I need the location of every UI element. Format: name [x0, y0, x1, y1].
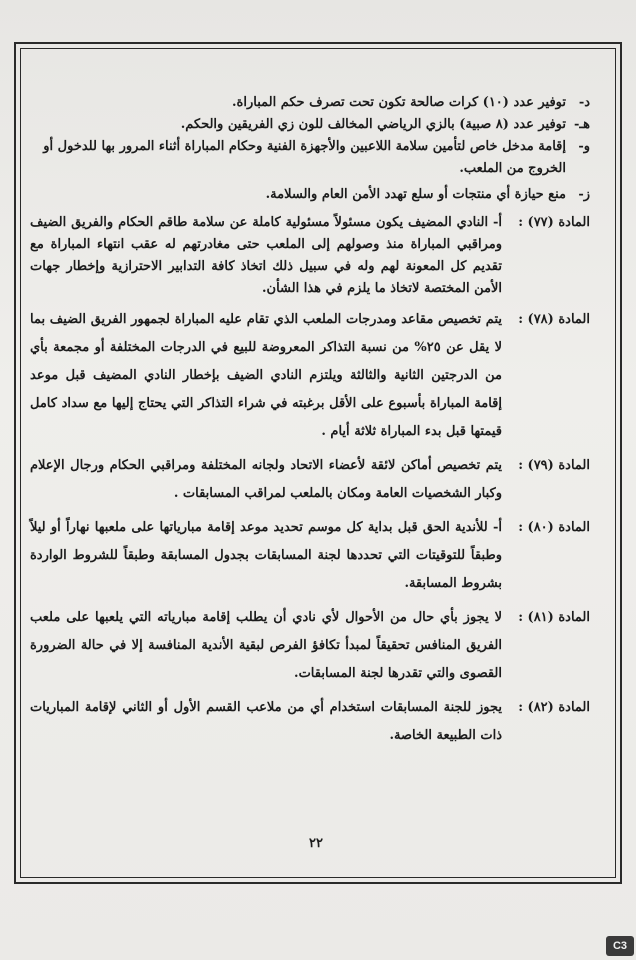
- list-item-dal: [30, 92, 590, 114]
- list-marker: د-: [578, 95, 590, 110]
- article-text: أ- للأندية الحق قبل بداية كل موسم تحديد موعد إقامة مبارياتها على ملعبها نهاراً أو ليلاً وطبقاً للتوقيتات التي تحددها لجنة المسابقات بجدول المسابقة وطبقاً للشروط الواردة بشروط المسابقة.: [30, 520, 502, 591]
- article-label: المادة (٨٢) :: [518, 700, 590, 715]
- list-marker: ز-: [578, 187, 590, 202]
- article-81: [30, 604, 590, 688]
- article-77: [30, 212, 590, 300]
- document-body: [30, 92, 590, 750]
- article-label: المادة (٧٩) :: [518, 458, 590, 473]
- page-number: ٢٢: [309, 836, 323, 851]
- list-item-zay: [30, 184, 590, 206]
- article-79: [30, 452, 590, 508]
- article-label: المادة (٨٠) :: [518, 520, 590, 535]
- list-item-text: توفير عدد (٨ صبية) بالزي الرياضي المخالف للون زي الفريقين والحكم.: [180, 117, 566, 132]
- article-80: [30, 514, 590, 598]
- article-82: [30, 694, 590, 750]
- article-text: يجوز للجنة المسابقات استخدام أي من ملاعب القسم الأول أو الثاني لإقامة المباريات ذات الطبيعة الخاصة.: [30, 700, 502, 743]
- list-item-ha: [30, 114, 590, 136]
- list-item-text: منع حيازة أي منتجات أو سلع تهدد الأمن العام والسلامة.: [265, 187, 566, 202]
- article-label: المادة (٧٨) :: [518, 312, 590, 327]
- article-label: المادة (٧٧) :: [518, 215, 590, 230]
- corner-badge: C3: [606, 936, 634, 956]
- article-text: لا يجوز بأي حال من الأحوال لأي نادي أن يطلب إقامة مبارياته التي يلعبها على ملعب الفريق المنافس تحقيقاً لمبدأ تكافؤ الفرص لبقية الأندية المنافسة إلا في حالة الضرورة القصوى والتي تقدرها لجنة المسابقات.: [30, 610, 502, 681]
- list-item-waw: [30, 136, 590, 180]
- article-text: أ- النادي المضيف يكون مسئولاً مسئولية كاملة عن سلامة طاقم الحكام والفريق الضيف ومراقبي المباراة منذ وصولهم إلى الملعب حتى مغادرتهم له عقب انتهاء المباراة مع تقديم كل المعونة لهم وله في سبيل ذلك اتخاذ كافة التدابير الاحترازية وإخطار جهات الأمن المختصة لاتخاذ ما يلزم في هذا الشأن.: [30, 215, 502, 296]
- list-marker: هـ-: [573, 117, 590, 132]
- list-marker: و-: [578, 139, 590, 154]
- article-label: المادة (٨١) :: [518, 610, 590, 625]
- list-item-text: إقامة مدخل خاص لتأمين سلامة اللاعبين والأجهزة الفنية وحكام المباراة أثناء المرور بها للدخول أو الخروج من الملعب.: [43, 139, 566, 176]
- list-item-text: توفير عدد (١٠) كرات صالحة تكون تحت تصرف حكم المباراة.: [232, 95, 566, 110]
- article-text: يتم تخصيص مقاعد ومدرجات الملعب الذي تقام عليه المباراة لجمهور الفريق الضيف بما لا يقل عن ٢٥% من نسبة التذاكر المعروضة للبيع في الدرجات المختلفة أو مجمعة بأي من الدرجتين الثانية والثالثة ويلتزم النادي الضيف بإخطار النادي المضيف قبل موعد إقامة المباراة بأسبوع على الأقل برغبته في شراء التذاكر التي يحتاج إليها مع سداد كامل قيمتها قبل بدء المباراة ثلاثة أيام .: [30, 312, 503, 439]
- article-78: [30, 306, 590, 446]
- article-text: يتم تخصيص أماكن لائقة لأعضاء الاتحاد ولجانه المختلفة ومراقبي الحكام ورجال الإعلام وكبار الشخصيات العامة ومكان بالملعب لمراقب المسابقات .: [30, 458, 502, 501]
